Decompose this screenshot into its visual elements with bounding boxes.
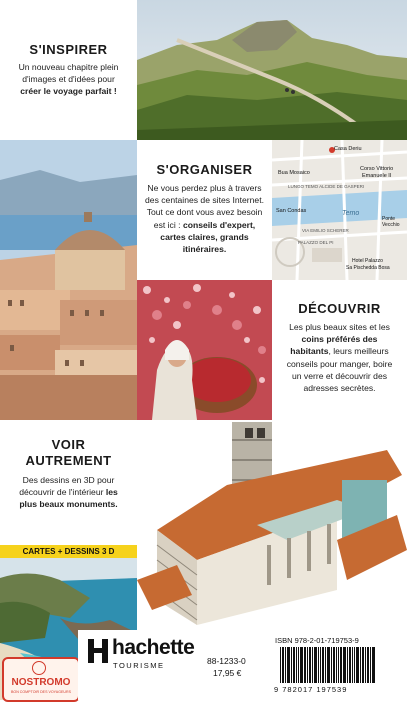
organiser-panel (137, 140, 272, 280)
map-label-6: San Condas (276, 208, 307, 214)
price: 17,95 € (213, 668, 242, 678)
isbn-label: ISBN 978-2-01-719753-9 (275, 636, 359, 645)
map-label-9: VIA EMILIO SCHERER (302, 228, 349, 233)
inspirer-panel (0, 0, 137, 140)
city-illustration (0, 140, 137, 420)
map-panel (272, 140, 407, 280)
voir-text-bold: les plus beaux monuments. (19, 487, 118, 510)
map-label-11: Hotel Palazzo (352, 258, 383, 264)
voir-title-line2: AUTREMENT (25, 453, 112, 468)
inspirer-text (12, 61, 125, 98)
voir-panel (0, 420, 137, 540)
nostromo-sticker (2, 657, 80, 702)
map-label-1: Casa Deriu (334, 146, 362, 152)
sticker-name: NOSTROMO (11, 677, 71, 688)
map-label-12: Sa Pischedda Bosa (346, 265, 390, 271)
landscape-photo (137, 0, 407, 140)
cathedral-illustration (137, 420, 407, 630)
inspirer-text-bold: créer le voyage parfait ! (20, 86, 117, 97)
decouvrir-title: DÉCOUVRIR (298, 301, 381, 316)
inspirer-text-main: Un nouveau chapitre plein d'images et d'idées pour (18, 62, 119, 85)
hachette-logo (88, 636, 198, 676)
sticker-globe-icon (32, 661, 46, 675)
decouvrir-text-bold: coins préférés des habitants (290, 334, 378, 357)
product-code: 88-1233-0 (207, 656, 246, 666)
festival-photo (137, 280, 272, 420)
voir-text-main: Des dessins en 3D pour découvrir de l'intérieur (19, 475, 115, 498)
map-label-5: LUNGO TEMO ALCIDE DE GASPERI (288, 184, 365, 189)
sticker-sub: BON COMPTOIR DES VOYAGEURS (11, 690, 71, 694)
isbn-barcode (280, 647, 392, 683)
city-photo (0, 140, 137, 420)
decouvrir-text-end: , leurs meilleurs conseils pour manger, boire un verre et découvrir des adresses secrètes. (286, 346, 393, 394)
cartes-dessins-banner (0, 545, 137, 558)
decouvrir-panel (272, 280, 407, 420)
publisher-sub: TOURISME (113, 661, 165, 670)
voir-text (12, 474, 125, 511)
isbn-digits: 9 782017 197539 (274, 685, 348, 694)
map-label-10: PALAZZO DEL PI (298, 240, 334, 245)
map-label-3: Emanuele II (362, 173, 392, 179)
organiser-text-main: Ne vous perdez plus à travers des centaines de sites Internet. Tout ce dont vous avez besoin est ici : (145, 183, 264, 230)
banner-label: CARTES + DESSINS 3 D (22, 547, 115, 556)
map-label-8: Ponte Vecchio (382, 216, 400, 228)
landscape-illustration (137, 0, 407, 140)
map-label-4: Bua Mosaico (278, 170, 310, 176)
decouvrir-text-main: Les plus beaux sites et les (289, 322, 390, 332)
map-label-2: Corso Vittorio (360, 166, 394, 172)
map-label-7: Temo (342, 210, 360, 217)
cathedral-3d-drawing (137, 420, 407, 630)
organiser-text (145, 182, 264, 255)
hachette-h-icon (88, 639, 108, 663)
organiser-text-bold: conseils d'expert, cartes claires, grands itinéraires. (160, 219, 256, 255)
festival-illustration (137, 280, 272, 420)
decouvrir-text (284, 321, 395, 394)
inspirer-title: S'INSPIRER (29, 42, 108, 57)
publisher-name: hachette (112, 636, 195, 659)
organiser-title: S'ORGANISER (156, 162, 253, 177)
voir-title-line1: VOIR (51, 437, 86, 452)
